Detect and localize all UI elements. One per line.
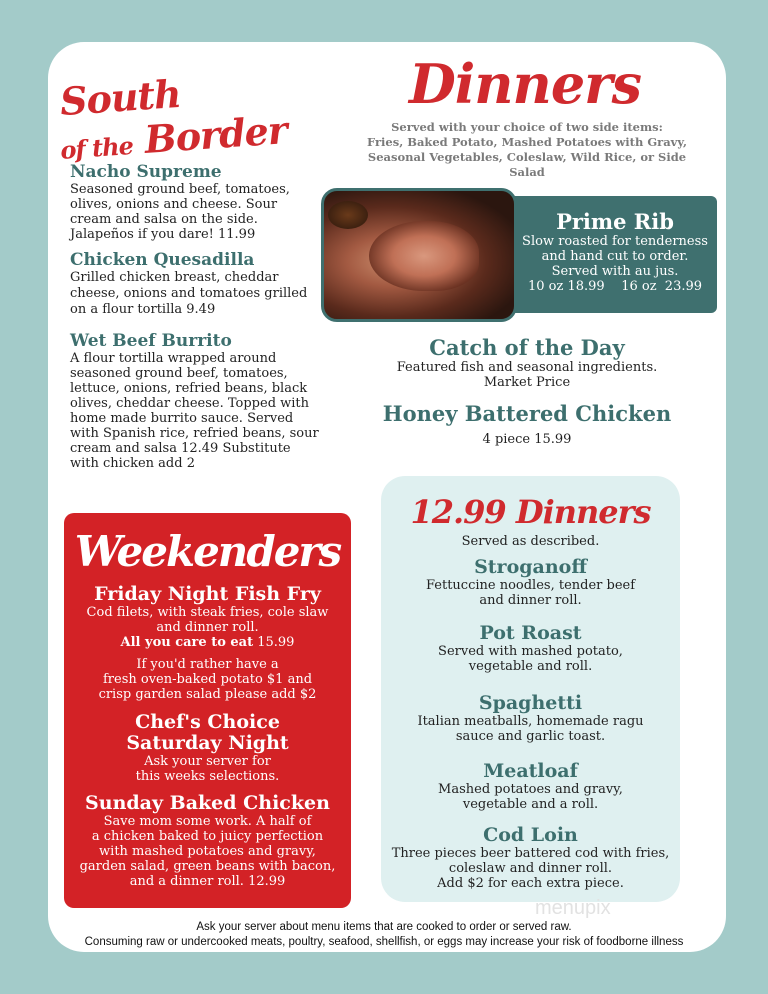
- pot-roast-item: [381, 622, 680, 674]
- prime-rib-desc-line: Slow roasted for tenderness: [522, 234, 708, 249]
- 1299-subtitle: [381, 534, 680, 549]
- item-desc: vegetable and roll.: [468, 659, 593, 674]
- item-desc: a chicken baked to juicy perfection: [91, 829, 324, 844]
- prime-rib-name: Prime Rib: [556, 209, 674, 234]
- dinners-subtitle-line: Served with your choice of two side items:: [391, 120, 663, 134]
- all-you-care-label: All you care to eat: [120, 635, 254, 650]
- item-desc: Save mom some work. A half of: [103, 814, 312, 829]
- item-name: Chef's Choice: [135, 711, 280, 733]
- item-name: Meatloaf: [483, 760, 578, 782]
- item-name: Catch of the Day: [429, 335, 625, 360]
- item-desc: crisp garden salad please add $2: [98, 687, 317, 702]
- prime-rib-desc-line: and hand cut to order.: [541, 249, 689, 264]
- item-desc: Seasoned ground beef, tomatoes, olives, onions and cheese. Sour cream and salsa on the side. Jalapeños if you dare! 11.99: [70, 182, 290, 242]
- item-desc: 4 piece 15.99: [482, 432, 572, 447]
- dinners-subtitle: [352, 120, 702, 180]
- catch-of-the-day-item: [362, 336, 692, 390]
- item-desc: Grilled chicken breast, cheddar cheese, onions and tomatoes grilled on a flour tortilla 9.49: [70, 270, 308, 317]
- item-name: Cod Loin: [483, 824, 578, 846]
- item-desc: Cod filets, with steak fries, cole slaw: [86, 605, 329, 620]
- wet-beef-burrito-item: [70, 331, 320, 471]
- item-desc: Served with mashed potato,: [438, 644, 623, 659]
- prime-rib-slice: [369, 221, 479, 291]
- item-name: Friday Night Fish Fry: [94, 583, 321, 605]
- au-jus-bowl: [328, 201, 368, 229]
- item-name: Chicken Quesadilla: [70, 250, 255, 270]
- item-desc: Fettuccine noodles, tender beef: [425, 578, 636, 593]
- item-desc: fresh oven-baked potato $1 and: [102, 672, 313, 687]
- stroganoff-item: [381, 556, 680, 608]
- item-desc: sauce and garlic toast.: [455, 729, 606, 744]
- item-desc: coleslaw and dinner roll.: [448, 861, 613, 876]
- item-desc: and dinner roll.: [479, 593, 582, 608]
- weekenders-title: Weekenders: [74, 527, 341, 576]
- spaghetti-item: [381, 692, 680, 744]
- dinners-subtitle-line: Seasonal Vegetables, Coleslaw, Wild Rice, or Side Salad: [367, 150, 687, 179]
- item-price-line: [64, 635, 351, 650]
- fish-fry-price: 15.99: [253, 635, 295, 650]
- honey-battered-chicken-item: [362, 402, 692, 447]
- south-title-of-the: of the: [59, 130, 134, 165]
- meatloaf-item: [381, 760, 680, 812]
- item-name: Spaghetti: [478, 692, 583, 714]
- chefs-choice-item: [64, 712, 351, 784]
- item-desc: Ask your server for: [144, 754, 271, 769]
- prime-rib-desc-line: Served with au jus.: [551, 264, 679, 279]
- item-name: Wet Beef Burrito: [70, 331, 232, 351]
- prime-rib-photo: [321, 188, 517, 322]
- item-desc: and a dinner roll. 12.99: [129, 874, 286, 889]
- item-desc: If you'd rather have a: [136, 657, 279, 672]
- item-desc: Three pieces beer battered cod with fries,: [391, 846, 670, 861]
- south-title-line1: South: [58, 70, 182, 125]
- item-desc: A flour tortilla wrapped around seasoned ground beef, tomatoes, lettuce, onions, refried beans, black olives, cheddar cheese. Topped with home made burrito sauce. Served with Spanish rice, refried beans, sour cream and salsa 12.49 Substitute with chicken add 2: [70, 351, 319, 471]
- item-desc: garden salad, green beans with bacon,: [79, 859, 336, 874]
- nacho-supreme-item: [70, 162, 320, 242]
- footer-disclaimer: [0, 920, 768, 950]
- sunday-baked-chicken-item: [64, 793, 351, 889]
- menupix-watermark: menupix: [535, 897, 611, 919]
- item-desc: vegetable and a roll.: [462, 797, 599, 812]
- south-title-border: Border: [143, 107, 289, 162]
- item-desc: Mashed potatoes and gravy,: [438, 782, 623, 797]
- item-desc: and dinner roll.: [156, 620, 259, 635]
- item-name: Pot Roast: [479, 622, 582, 644]
- item-desc: Italian meatballs, homemade ragu: [417, 714, 644, 729]
- item-name: Honey Battered Chicken: [382, 401, 672, 426]
- item-desc: this weeks selections.: [135, 769, 280, 784]
- item-desc: with mashed potatoes and gravy,: [99, 844, 316, 859]
- footer-line: Consuming raw or undercooked meats, poultry, seafood, shellfish, or eggs may increase your risk of foodborne illness: [84, 936, 684, 948]
- item-desc: Served as described.: [461, 534, 600, 549]
- dinners-title: Dinners: [408, 52, 642, 116]
- item-name: Sunday Baked Chicken: [85, 792, 330, 814]
- cod-loin-item: [381, 824, 680, 891]
- prime-rib-panel: [505, 196, 717, 313]
- item-desc: Featured fish and seasonal ingredients.: [396, 360, 658, 375]
- item-name: Stroganoff: [474, 556, 587, 578]
- footer-line: Ask your server about menu items that are cooked to order or served raw.: [196, 921, 572, 933]
- item-name: Nacho Supreme: [70, 162, 222, 182]
- item-desc: Add $2 for each extra piece.: [437, 876, 624, 891]
- weekenders-panel: [64, 513, 351, 908]
- friday-fish-fry-item: [64, 584, 351, 702]
- chicken-quesadilla-item: [70, 250, 320, 318]
- prime-rib-price: 10 oz 18.99 16 oz 23.99: [527, 279, 703, 294]
- 1299-dinners-title: 12.99 Dinners: [410, 493, 651, 531]
- 1299-dinners-panel: [381, 476, 680, 902]
- item-desc: Market Price: [483, 375, 571, 390]
- item-name: Saturday Night: [126, 732, 289, 754]
- dinners-subtitle-line: Fries, Baked Potato, Mashed Potatoes with Gravy,: [367, 135, 687, 149]
